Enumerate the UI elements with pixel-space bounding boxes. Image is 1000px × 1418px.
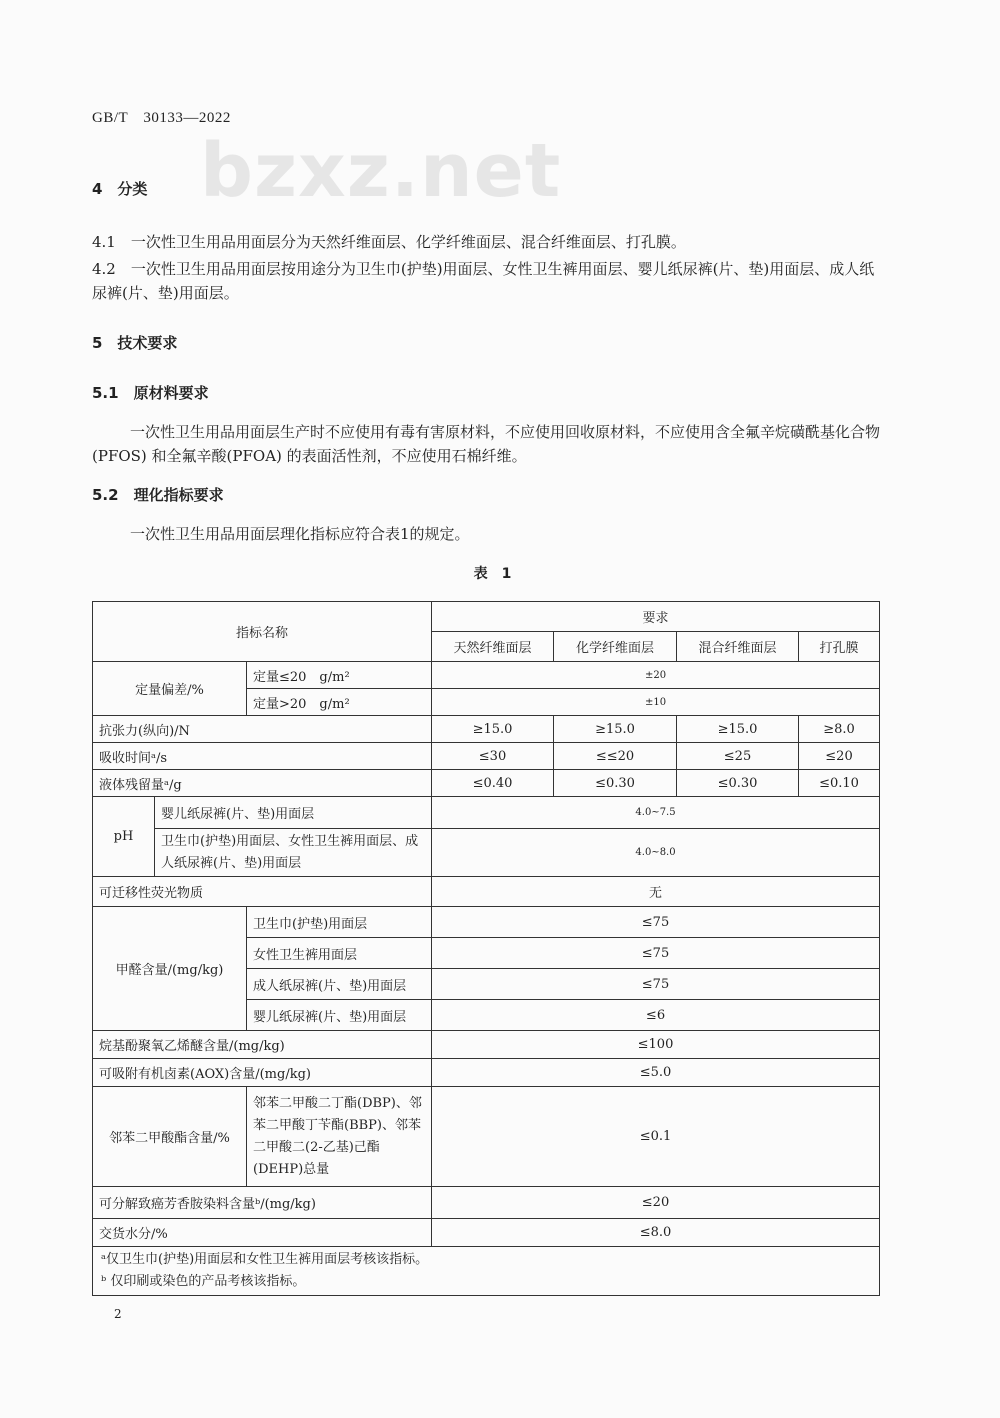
basis-weight-value: ±20 bbox=[432, 662, 880, 689]
page-number: 2 bbox=[114, 1307, 122, 1321]
header-col-mixed: 混合纤维面层 bbox=[677, 632, 799, 662]
section-4-2-text: 4.2 一次性卫生用品用面层按用途分为卫生巾(护垫)用面层、女性卫生裤用面层、婴儿纸尿裤(片、垫)用面层、成人纸尿裤(片、垫)用面层。 bbox=[92, 260, 875, 302]
basis-weight-value: ±10 bbox=[432, 689, 880, 716]
section-5-2-text: 一次性卫生用品用面层理化指标应符合表1的规定。 bbox=[130, 525, 470, 543]
formaldehyde-value: ≤75 bbox=[432, 938, 880, 969]
footnote-a: ᵃ仅卫生巾(护垫)用面层和女性卫生裤用面层考核该指标。 bbox=[101, 1252, 429, 1267]
tensile-value: ≥15.0 bbox=[554, 716, 677, 743]
formaldehyde-value: ≤75 bbox=[432, 969, 880, 1000]
section-5-2-heading: 5.2 理化指标要求 bbox=[92, 486, 224, 504]
moisture-value: ≤8.0 bbox=[432, 1219, 880, 1247]
table-row bbox=[93, 1087, 880, 1187]
table-row bbox=[93, 1031, 880, 1059]
table-row bbox=[93, 770, 880, 797]
table-row bbox=[93, 1187, 880, 1219]
tensile-value: ≥8.0 bbox=[799, 716, 880, 743]
phthalate-label: 邻苯二甲酸酯含量/% bbox=[93, 1087, 247, 1187]
formaldehyde-sub: 婴儿纸尿裤(片、垫)用面层 bbox=[247, 1000, 432, 1031]
table-row bbox=[93, 907, 880, 938]
phthalate-sub: 邻苯二甲酸二丁酯(DBP)、邻苯二甲酸丁苄酯(BBP)、邻苯二甲酸二(2-乙基)己酯(DEHP)总量 bbox=[247, 1087, 432, 1187]
absorption-value: ≤20 bbox=[799, 743, 880, 770]
table-row bbox=[93, 1219, 880, 1247]
ph-value: 4.0~8.0 bbox=[432, 829, 880, 877]
absorption-label: 吸收时间ᵃ/s bbox=[93, 743, 432, 770]
basis-weight-sub: 定量>20 g/m² bbox=[247, 689, 432, 716]
azo-value: ≤20 bbox=[432, 1187, 880, 1219]
section-5-1-text: 一次性卫生用品用面层生产时不应使用有毒有害原材料，不应使用回收原材料，不应使用含全氟辛烷磺酰基化合物(PFOS) 和全氟辛酸(PFOA) 的表面活性剂，不应使用石棉纤维。 bbox=[92, 423, 881, 465]
absorption-value: ≤30 bbox=[432, 743, 554, 770]
table-row bbox=[93, 797, 880, 829]
aox-label: 可吸附有机卤素(AOX)含量/(mg/kg) bbox=[93, 1059, 432, 1087]
phthalate-value: ≤0.1 bbox=[432, 1087, 880, 1187]
header-requirement: 要求 bbox=[432, 602, 880, 632]
table-footnote-row bbox=[93, 1247, 880, 1296]
standard-code: GB/T 30133—2022 bbox=[92, 110, 231, 126]
aox-value: ≤5.0 bbox=[432, 1059, 880, 1087]
ph-sub: 卫生巾(护垫)用面层、女性卫生裤用面层、成人纸尿裤(片、垫)用面层 bbox=[155, 829, 432, 877]
basis-weight-sub: 定量≤20 g/m² bbox=[247, 662, 432, 689]
ape-label: 烷基酚聚氧乙烯醚含量/(mg/kg) bbox=[93, 1031, 432, 1059]
spec-table bbox=[92, 601, 880, 1296]
ph-label: pH bbox=[93, 797, 155, 877]
table-row bbox=[93, 716, 880, 743]
ph-sub: 婴儿纸尿裤(片、垫)用面层 bbox=[155, 797, 432, 829]
basis-weight-label: 定量偏差/% bbox=[93, 662, 247, 716]
tensile-value: ≥15.0 bbox=[677, 716, 799, 743]
rewet-value: ≤0.10 bbox=[799, 770, 880, 797]
formaldehyde-label: 甲醛含量/(mg/kg) bbox=[93, 907, 247, 1031]
section-5-1-heading: 5.1 原材料要求 bbox=[92, 384, 209, 402]
absorption-value: ≤≤20 bbox=[554, 743, 677, 770]
rewet-value: ≤0.30 bbox=[554, 770, 677, 797]
rewet-value: ≤0.40 bbox=[432, 770, 554, 797]
table-header-row bbox=[93, 602, 880, 632]
section-4-heading: 4 分类 bbox=[92, 180, 148, 198]
ape-value: ≤100 bbox=[432, 1031, 880, 1059]
table-row bbox=[93, 829, 880, 877]
tensile-value: ≥15.0 bbox=[432, 716, 554, 743]
formaldehyde-value: ≤75 bbox=[432, 907, 880, 938]
rewet-value: ≤0.30 bbox=[677, 770, 799, 797]
formaldehyde-sub: 卫生巾(护垫)用面层 bbox=[247, 907, 432, 938]
formaldehyde-sub: 女性卫生裤用面层 bbox=[247, 938, 432, 969]
table-row bbox=[93, 662, 880, 689]
watermark: bzxz.net bbox=[200, 128, 562, 214]
section-5-heading: 5 技术要求 bbox=[92, 334, 178, 352]
footnote-b: ᵇ 仅印刷或染色的产品考核该指标。 bbox=[101, 1274, 306, 1289]
rewet-label: 液体残留量ᵃ/g bbox=[93, 770, 432, 797]
header-col-chemical: 化学纤维面层 bbox=[554, 632, 677, 662]
tensile-label: 抗张力(纵向)/N bbox=[93, 716, 432, 743]
header-col-natural: 天然纤维面层 bbox=[432, 632, 554, 662]
fluorescent-value: 无 bbox=[432, 877, 880, 907]
table-row bbox=[93, 743, 880, 770]
fluorescent-label: 可迁移性荧光物质 bbox=[93, 877, 432, 907]
header-name: 指标名称 bbox=[93, 602, 432, 662]
formaldehyde-value: ≤6 bbox=[432, 1000, 880, 1031]
ph-value: 4.0~7.5 bbox=[432, 797, 880, 829]
formaldehyde-sub: 成人纸尿裤(片、垫)用面层 bbox=[247, 969, 432, 1000]
moisture-label: 交货水分/% bbox=[93, 1219, 432, 1247]
table-caption: 表 1 bbox=[473, 566, 512, 582]
absorption-value: ≤25 bbox=[677, 743, 799, 770]
table-row bbox=[93, 877, 880, 907]
header-col-film: 打孔膜 bbox=[799, 632, 880, 662]
section-4-1-text: 4.1 一次性卫生用品用面层分为天然纤维面层、化学纤维面层、混合纤维面层、打孔膜。 bbox=[92, 233, 686, 251]
table-row bbox=[93, 1059, 880, 1087]
azo-label: 可分解致癌芳香胺染料含量ᵇ/(mg/kg) bbox=[93, 1187, 432, 1219]
